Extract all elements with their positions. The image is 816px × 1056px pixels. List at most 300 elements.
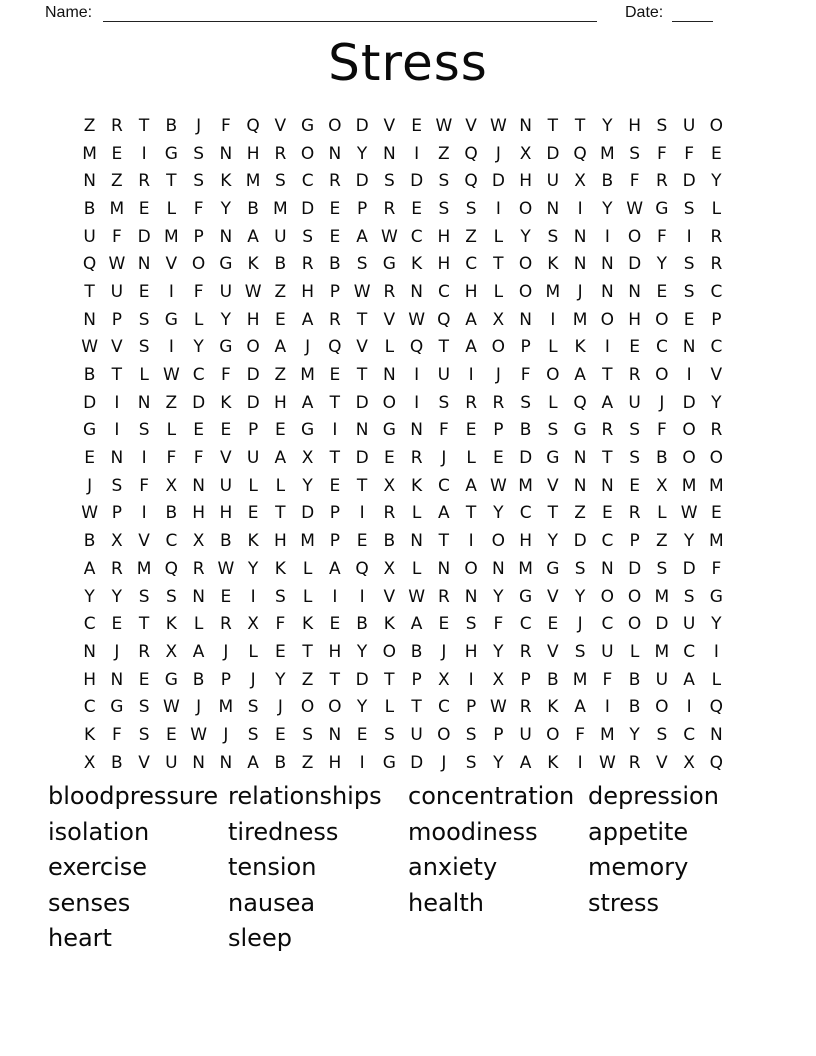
grid-letter: G [382, 752, 396, 773]
grid-letter: G [164, 143, 178, 164]
grid-letter: T [493, 254, 504, 275]
grid-letter: Y [356, 641, 368, 662]
grid-letter: M [709, 475, 724, 496]
grid-letter: C [437, 475, 450, 496]
grid-letter: G [164, 309, 178, 330]
grid-letter: H [519, 531, 533, 552]
grid-letter: I [577, 752, 583, 773]
grid-letter: I [414, 392, 420, 413]
grid-letter: N [83, 309, 96, 330]
grid-letter: W [489, 697, 507, 718]
grid-letter: P [220, 669, 231, 690]
grid-letter: Z [111, 171, 123, 192]
grid-letter: E [275, 420, 286, 441]
grid-letter: O [627, 614, 642, 635]
grid-letter: S [138, 724, 150, 745]
grid-letter: I [359, 503, 365, 524]
grid-letter: C [519, 614, 532, 635]
grid-letter: E [193, 420, 204, 441]
grid-letter: R [628, 752, 641, 773]
grid-letter: H [519, 171, 533, 192]
grid-letter: R [274, 143, 287, 164]
grid-letter: N [383, 143, 396, 164]
grid-letter: A [465, 475, 477, 496]
grid-letter: W [162, 365, 180, 386]
grid-letter: V [383, 115, 396, 136]
grid-letter: D [410, 752, 424, 773]
grid-letter: E [84, 448, 95, 469]
name-blank-line [103, 5, 597, 22]
word-list [48, 779, 768, 957]
grid-letter: R [519, 641, 532, 662]
grid-letter: N [219, 752, 233, 773]
grid-letter: E [111, 614, 123, 635]
grid-letter: D [246, 392, 260, 413]
grid-letter: I [577, 198, 583, 219]
grid-letter: J [577, 281, 583, 302]
grid-letter: L [493, 226, 504, 247]
grid-letter: E [602, 503, 613, 524]
word-item: bloodpressure [48, 782, 219, 810]
grid-letter: N [110, 448, 124, 469]
grid-letter: X [383, 475, 396, 496]
grid-letter: M [300, 365, 315, 386]
grid-letter: E [711, 503, 722, 524]
grid-letter: R [192, 558, 205, 579]
grid-letter: Z [574, 503, 586, 524]
grid-letter: A [574, 365, 586, 386]
grid-letter: O [709, 448, 724, 469]
grid-letter: C [683, 724, 696, 745]
grid-letter: A [356, 226, 368, 247]
grid-letter: S [465, 724, 477, 745]
grid-letter: S [629, 448, 641, 469]
grid-letter: I [359, 752, 365, 773]
grid-letter: U [110, 281, 124, 302]
grid-letter: H [328, 752, 342, 773]
grid-letter: W [598, 752, 616, 773]
grid-letter: D [546, 143, 560, 164]
grid-letter: D [192, 392, 206, 413]
grid-letter: O [546, 724, 560, 745]
grid-letter: A [192, 641, 205, 662]
grid-letter: S [138, 420, 150, 441]
grid-letter: L [139, 365, 149, 386]
grid-letter: S [111, 475, 123, 496]
grid-letter: U [219, 475, 233, 496]
word-item: stress [588, 888, 660, 917]
grid-letter: U [437, 365, 451, 386]
grid-letter: U [546, 171, 560, 192]
grid-letter: C [710, 281, 723, 302]
grid-letter: P [247, 420, 259, 441]
grid-letter: B [165, 503, 178, 524]
grid-letter: A [83, 558, 96, 579]
grid-letter: O [382, 641, 397, 662]
grid-letter: P [111, 503, 122, 524]
grid-letter: O [600, 586, 615, 607]
grid-letter: I [495, 198, 501, 219]
grid-letter: D [655, 614, 669, 635]
grid-letter: M [82, 143, 97, 164]
grid-letter: M [572, 669, 588, 690]
grid-letter: T [438, 337, 450, 358]
grid-letter: W [81, 337, 99, 358]
grid-letter: N [410, 531, 423, 552]
grid-letter: F [220, 365, 231, 386]
grid-letter: N [328, 143, 342, 164]
grid-letter: Z [274, 365, 287, 386]
grid-letter: E [220, 586, 232, 607]
grid-letter: F [438, 420, 449, 441]
grid-letter: C [710, 337, 723, 358]
grid-letter: D [301, 503, 315, 524]
grid-letter: H [628, 309, 642, 330]
grid-letter: S [438, 171, 450, 192]
grid-letter: V [165, 254, 178, 275]
grid-letter: Y [220, 198, 232, 219]
grid-letter: Y [711, 171, 722, 192]
grid-letter: Q [573, 143, 587, 164]
grid-letter: C [437, 281, 450, 302]
grid-letter: F [275, 614, 286, 635]
word-item: exercise [48, 853, 148, 882]
grid-letter: I [114, 392, 120, 413]
grid-letter: A [438, 503, 450, 524]
grid-letter: D [628, 558, 642, 579]
grid-letter: R [328, 309, 341, 330]
grid-letter: Q [573, 392, 587, 413]
grid-letter: D [628, 254, 642, 275]
grid-letter: E [711, 143, 722, 164]
page-title: Stress [328, 34, 488, 92]
grid-letter: T [384, 669, 395, 690]
grid-letter: R [383, 281, 396, 302]
grid-letter: S [247, 724, 259, 745]
word-item: senses [48, 888, 131, 917]
grid-letter: N [192, 586, 205, 607]
grid-letter: V [138, 752, 150, 773]
grid-letter: E [465, 420, 477, 441]
grid-letter: U [601, 641, 614, 662]
word-item: tension [228, 853, 317, 882]
grid-letter: E [138, 281, 150, 302]
grid-letter: L [302, 586, 313, 607]
grid-letter: B [111, 752, 123, 773]
grid-letter: T [547, 115, 559, 136]
grid-letter: B [383, 531, 396, 552]
grid-letter: S [302, 226, 314, 247]
grid-letter: H [464, 281, 478, 302]
grid-letter: T [356, 365, 368, 386]
grid-letter: N [573, 226, 587, 247]
grid-letter: L [629, 641, 640, 662]
grid-letter: L [166, 420, 177, 441]
grid-letter: R [710, 254, 723, 275]
grid-letter: I [332, 420, 338, 441]
grid-letter: Z [274, 281, 287, 302]
grid-letter: S [383, 171, 395, 192]
grid-letter: F [656, 143, 667, 164]
grid-letter: N [410, 420, 423, 441]
grid-letter: Y [629, 724, 640, 745]
grid-letter: E [356, 724, 368, 745]
grid-letter: K [547, 254, 559, 275]
grid-letter: F [493, 614, 504, 635]
grid-letter: X [683, 752, 695, 773]
grid-letter: N [328, 724, 342, 745]
grid-letter: R [710, 226, 723, 247]
grid-letter: L [384, 697, 395, 718]
grid-letter: W [217, 558, 235, 579]
date-blank-line [672, 5, 713, 22]
grid-letter: X [656, 475, 668, 496]
grid-letter: Q [437, 309, 451, 330]
grid-letter: E [247, 503, 259, 524]
grid-letter: Y [302, 475, 313, 496]
date-label: Date: [625, 4, 664, 21]
grid-letter: A [247, 226, 259, 247]
grid-letter: L [302, 558, 313, 579]
grid-letter: F [111, 226, 122, 247]
grid-letter: A [301, 309, 314, 330]
grid-letter: O [546, 365, 560, 386]
grid-letter: N [219, 226, 233, 247]
grid-letter: R [519, 697, 532, 718]
word-grid [76, 112, 730, 777]
grid-letter: H [437, 226, 451, 247]
grid-letter: T [602, 448, 613, 469]
name-label: Name: [45, 4, 93, 21]
grid-letter: A [274, 337, 287, 358]
grid-letter: Y [547, 531, 559, 552]
grid-letter: S [356, 254, 368, 275]
grid-letter: S [138, 309, 150, 330]
grid-letter: A [274, 448, 287, 469]
word-item: concentration [408, 782, 575, 810]
grid-letter: Y [356, 143, 368, 164]
grid-letter: X [574, 171, 586, 192]
grid-letter: N [601, 558, 614, 579]
grid-letter: X [165, 641, 178, 662]
grid-letter: B [601, 171, 614, 192]
grid-letter: O [655, 697, 669, 718]
grid-letter: M [218, 697, 234, 718]
grid-letter: S [547, 226, 559, 247]
grid-letter: P [329, 281, 340, 302]
grid-letter: N [573, 448, 587, 469]
grid-letter: G [546, 558, 560, 579]
grid-letter: I [414, 143, 420, 164]
grid-letter: Q [709, 697, 724, 718]
grid-letter: L [166, 198, 177, 219]
grid-letter: P [465, 697, 477, 718]
grid-letter: K [547, 752, 559, 773]
word-item: health [408, 888, 484, 917]
grid-letter: G [219, 254, 233, 275]
grid-letter: P [629, 531, 640, 552]
grid-letter: C [655, 337, 668, 358]
grid-letter: T [329, 448, 341, 469]
grid-letter: W [162, 697, 180, 718]
grid-letter: U [274, 226, 287, 247]
grid-letter: R [601, 420, 614, 441]
grid-letter: V [111, 337, 123, 358]
grid-letter: J [196, 115, 202, 136]
grid-letter: V [383, 586, 396, 607]
grid-letter: N [601, 475, 614, 496]
grid-letter: Y [356, 697, 368, 718]
grid-letter: N [628, 281, 641, 302]
grid-letter: S [165, 586, 177, 607]
grid-letter: P [711, 309, 722, 330]
grid-letter: L [493, 281, 504, 302]
grid-letter: Y [711, 614, 722, 635]
grid-letter: C [519, 503, 532, 524]
grid-letter: N [710, 724, 723, 745]
grid-letter: N [192, 752, 205, 773]
grid-letter: O [328, 115, 342, 136]
grid-letter: E [275, 641, 286, 662]
grid-letter: A [683, 669, 695, 690]
grid-letter: I [686, 226, 692, 247]
grid-letter: L [657, 503, 667, 524]
grid-letter: M [600, 724, 615, 745]
grid-letter: V [547, 641, 559, 662]
grid-letter: N [519, 115, 532, 136]
grid-letter: Y [683, 531, 695, 552]
grid-letter: I [604, 226, 610, 247]
grid-letter: B [247, 198, 259, 219]
grid-letter: S [656, 115, 668, 136]
grid-letter: S [629, 143, 641, 164]
grid-letter: G [546, 448, 560, 469]
grid-letter: H [219, 503, 233, 524]
grid-letter: E [356, 531, 368, 552]
grid-letter: S [465, 198, 477, 219]
grid-letter: D [355, 392, 369, 413]
grid-letter: Y [574, 586, 586, 607]
grid-letter: Y [493, 752, 504, 773]
grid-letter: O [491, 337, 506, 358]
grid-letter: H [192, 503, 206, 524]
grid-letter: S [247, 697, 259, 718]
grid-letter: T [329, 669, 341, 690]
grid-letter: F [193, 281, 204, 302]
grid-letter: W [680, 503, 698, 524]
grid-letter: R [219, 614, 232, 635]
grid-letter: H [328, 641, 342, 662]
grid-letter: B [356, 614, 368, 635]
grid-letter: O [437, 724, 451, 745]
grid-letter: E [275, 724, 286, 745]
grid-letter: T [138, 614, 150, 635]
grid-letter: I [359, 586, 365, 607]
grid-letter: T [574, 115, 586, 136]
grid-letter: M [654, 586, 670, 607]
grid-letter: W [408, 586, 426, 607]
grid-letter: S [302, 724, 314, 745]
grid-letter: S [683, 198, 695, 219]
grid-letter: T [438, 531, 450, 552]
grid-letter: A [301, 392, 314, 413]
grid-letter: D [355, 448, 369, 469]
grid-letter: V [274, 115, 287, 136]
grid-letter: J [577, 614, 583, 635]
word-item: heart [48, 924, 112, 953]
grid-letter: L [384, 337, 395, 358]
grid-letter: B [274, 752, 287, 773]
grid-letter: U [655, 669, 669, 690]
grid-letter: S [683, 281, 695, 302]
grid-letter: O [682, 420, 696, 441]
grid-letter: V [138, 531, 150, 552]
grid-letter: Z [301, 669, 314, 690]
grid-letter: F [193, 198, 204, 219]
grid-letter: P [111, 309, 122, 330]
grid-letter: S [656, 558, 668, 579]
grid-letter: Y [711, 392, 722, 413]
grid-letter: Y [602, 115, 613, 136]
grid-letter: V [465, 115, 477, 136]
grid-letter: I [332, 586, 338, 607]
grid-letter: R [301, 254, 314, 275]
grid-letter: N [492, 558, 505, 579]
word-item: appetite [588, 817, 689, 846]
grid-letter: E [629, 475, 640, 496]
grid-letter: Q [328, 337, 342, 358]
grid-letter: S [193, 143, 205, 164]
grid-letter: I [141, 143, 147, 164]
grid-letter: J [441, 448, 447, 469]
grid-letter: Y [111, 586, 123, 607]
grid-letter: K [383, 614, 395, 635]
grid-letter: N [437, 558, 451, 579]
grid-letter: Y [84, 586, 95, 607]
grid-letter: R [655, 171, 668, 192]
grid-letter: O [246, 337, 260, 358]
grid-letter: U [165, 752, 178, 773]
grid-letter: W [108, 254, 126, 275]
grid-letter: S [383, 724, 395, 745]
grid-letter: Y [520, 226, 531, 247]
grid-letter: W [489, 475, 507, 496]
grid-letter: Q [409, 337, 424, 358]
grid-letter: K [165, 614, 177, 635]
grid-letter: C [83, 614, 96, 635]
grid-letter: O [682, 448, 696, 469]
grid-letter: G [110, 697, 124, 718]
grid-letter: C [83, 697, 96, 718]
grid-letter: X [165, 475, 178, 496]
grid-letter: D [246, 365, 260, 386]
grid-letter: F [520, 365, 531, 386]
grid-letter: K [411, 254, 423, 275]
grid-letter: Y [247, 558, 259, 579]
grid-letter: N [83, 171, 96, 192]
grid-letter: R [710, 420, 723, 441]
grid-letter: I [686, 365, 692, 386]
grid-letter: Y [193, 337, 204, 358]
grid-letter: M [654, 641, 670, 662]
grid-letter: K [84, 724, 96, 745]
grid-letter: W [380, 226, 398, 247]
grid-letter: R [437, 586, 450, 607]
grid-letter: F [684, 143, 695, 164]
grid-letter: J [495, 143, 501, 164]
grid-letter: P [329, 531, 340, 552]
grid-letter: B [410, 641, 423, 662]
